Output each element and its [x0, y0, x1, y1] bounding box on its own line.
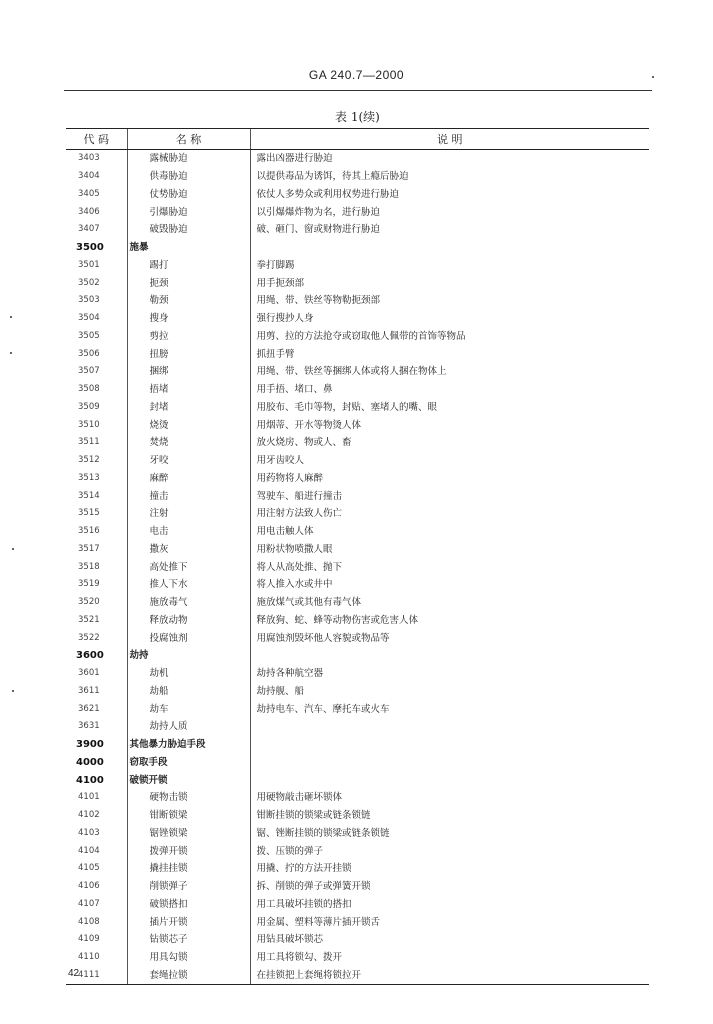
row-description: 用腐蚀剂毁坏他人容貌或物品等	[250, 629, 649, 647]
table-row	[66, 292, 649, 310]
table-row	[66, 771, 649, 789]
row-name: 施放毒气	[127, 594, 250, 612]
row-code: 4100	[76, 774, 104, 786]
row-description: 用工具破坏挂锁的搭扣	[250, 896, 649, 914]
table-row	[66, 274, 649, 292]
row-description: 用药物将人麻醉	[250, 470, 649, 488]
table-row	[66, 434, 649, 452]
row-description: 依仗人多势众或利用权势进行胁迫	[250, 186, 649, 204]
row-name: 劫机	[127, 665, 250, 683]
row-description: 用钻具破坏锁芯	[250, 931, 649, 949]
row-code: 3506	[78, 348, 100, 359]
row-name: 撬挂挂锁	[127, 860, 250, 878]
row-description: 用绳、带、铁丝等物勒扼颈部	[250, 292, 649, 310]
table-row	[66, 328, 649, 346]
row-name: 焚烧	[127, 434, 250, 452]
table-row	[66, 452, 649, 470]
row-description: 劫持舰、船	[250, 683, 649, 701]
row-name: 扼颈	[127, 274, 250, 292]
table-row	[66, 842, 649, 860]
row-description: 用牙齿咬人	[250, 452, 649, 470]
row-description	[250, 239, 649, 257]
row-description: 用注射方法致人伤亡	[250, 505, 649, 523]
row-code: 3520	[78, 597, 100, 608]
row-description: 钳断挂锁的锁梁或链条锁链	[250, 807, 649, 825]
row-description: 拨、压锁的弹子	[250, 842, 649, 860]
row-code: 3505	[78, 330, 100, 341]
column-header-name: 名 称	[127, 129, 250, 150]
row-name: 窃取手段	[127, 754, 250, 772]
table-row	[66, 718, 649, 736]
classification-table	[66, 128, 649, 985]
row-description: 用金属、塑料等薄片插开锁舌	[250, 913, 649, 931]
table-row	[66, 186, 649, 204]
row-name: 扭膀	[127, 345, 250, 363]
column-header-description: 说 明	[250, 129, 649, 150]
row-description: 在挂锁把上套绳将锁拉开	[250, 967, 649, 985]
row-code: 3502	[78, 277, 100, 288]
row-description: 劫持各种航空器	[250, 665, 649, 683]
row-code: 3510	[78, 419, 100, 430]
row-name: 劫车	[127, 700, 250, 718]
table-row	[66, 505, 649, 523]
row-name: 套绳拉锁	[127, 967, 250, 985]
row-name: 投腐蚀剂	[127, 629, 250, 647]
table-row	[66, 221, 649, 239]
row-name: 破锁开锁	[127, 771, 250, 789]
row-description: 露出凶器进行胁迫	[250, 150, 649, 168]
row-name: 踢打	[127, 257, 250, 275]
table-row	[66, 168, 649, 186]
row-code: 3521	[78, 614, 100, 625]
row-name: 锯锉锁梁	[127, 825, 250, 843]
row-code: 3621	[78, 703, 100, 714]
row-code: 4000	[76, 756, 104, 768]
scan-speck	[652, 76, 654, 78]
table-row	[66, 150, 649, 168]
row-code: 4105	[78, 863, 100, 874]
scan-speck	[12, 548, 14, 550]
row-description	[250, 718, 649, 736]
row-code: 4110	[78, 952, 100, 963]
row-code: 3500	[76, 242, 104, 254]
row-description	[250, 754, 649, 772]
row-description: 以提供毒品为诱饵，待其上瘾后胁迫	[250, 168, 649, 186]
row-description: 将人从高处推、抛下	[250, 558, 649, 576]
row-name: 插片开锁	[127, 913, 250, 931]
row-code: 3600	[76, 650, 104, 662]
table-row	[66, 541, 649, 559]
row-name: 高处推下	[127, 558, 250, 576]
table-row	[66, 416, 649, 434]
row-name: 释放动物	[127, 612, 250, 630]
row-code: 3508	[78, 384, 100, 395]
row-code: 4109	[78, 934, 100, 945]
row-code: 4111	[66, 967, 127, 985]
row-name: 破锁搭扣	[127, 896, 250, 914]
row-description: 用硬物敲击砸坏锁体	[250, 789, 649, 807]
row-name: 捂堵	[127, 381, 250, 399]
row-name: 搜身	[127, 310, 250, 328]
document-header-standard-number: GA 240.7—2000	[308, 68, 405, 82]
row-code: 4104	[78, 845, 100, 856]
row-code: 3504	[78, 313, 100, 324]
row-description: 以引爆爆炸物为名，进行胁迫	[250, 203, 649, 221]
table-row	[66, 381, 649, 399]
row-description: 拳打脚踢	[250, 257, 649, 275]
row-name: 电击	[127, 523, 250, 541]
row-code: 3514	[78, 490, 100, 501]
row-name: 用具勾锁	[127, 949, 250, 967]
row-description: 放火烧房、物或人、畜	[250, 434, 649, 452]
row-code: 3518	[78, 561, 100, 572]
row-description: 施放煤气或其他有毒气体	[250, 594, 649, 612]
row-code: 3522	[78, 632, 100, 643]
row-code: 3407	[78, 224, 100, 235]
row-code: 3507	[78, 366, 100, 377]
table-row	[66, 257, 649, 275]
table-row	[66, 203, 649, 221]
row-description: 拆、削锁的弹子或弹簧开锁	[250, 878, 649, 896]
scan-speck	[10, 352, 12, 354]
row-description: 用剪、拉的方法抢夺或窃取他人佩带的首饰等物品	[250, 328, 649, 346]
table-row	[66, 825, 649, 843]
row-name: 拨弹开锁	[127, 842, 250, 860]
row-description: 释放狗、蛇、蜂等动物伤害或危害人体	[250, 612, 649, 630]
table-row	[66, 967, 649, 985]
row-name: 烧烫	[127, 416, 250, 434]
row-name: 剪拉	[127, 328, 250, 346]
table-row	[66, 612, 649, 630]
row-name: 露械胁迫	[127, 150, 250, 168]
table-row	[66, 523, 649, 541]
row-description: 用绳、带、铁丝等捆绑人体或将人捆在物体上	[250, 363, 649, 381]
row-code: 3517	[78, 543, 100, 554]
row-code: 3515	[78, 508, 100, 519]
row-description: 用电击触人体	[250, 523, 649, 541]
row-name: 供毒胁迫	[127, 168, 250, 186]
table-row	[66, 470, 649, 488]
row-description: 劫持电车、汽车、摩托车或火车	[250, 700, 649, 718]
row-code: 4102	[78, 810, 100, 821]
row-description: 强行搜抄人身	[250, 310, 649, 328]
table-row	[66, 558, 649, 576]
row-name: 引爆胁迫	[127, 203, 250, 221]
row-description: 用手扼颈部	[250, 274, 649, 292]
row-code: 4108	[78, 916, 100, 927]
row-code: 3611	[78, 685, 100, 696]
row-name: 注射	[127, 505, 250, 523]
row-description: 用手捂、堵口、鼻	[250, 381, 649, 399]
row-code: 3512	[78, 455, 100, 466]
row-code: 3900	[76, 739, 104, 751]
header-rule	[64, 90, 652, 91]
table-row	[66, 399, 649, 417]
row-code: 3601	[78, 668, 100, 679]
row-description: 破、砸门、窗或财物进行胁迫	[250, 221, 649, 239]
row-description: 抓扭手臂	[250, 345, 649, 363]
row-name: 钳断锁梁	[127, 807, 250, 825]
row-name: 勒颈	[127, 292, 250, 310]
row-name: 牙咬	[127, 452, 250, 470]
table-row	[66, 807, 649, 825]
row-name: 削锁弹子	[127, 878, 250, 896]
row-name: 劫持	[127, 647, 250, 665]
table-row	[66, 647, 649, 665]
column-header-code: 代 码	[66, 129, 127, 150]
table-row	[66, 310, 649, 328]
table-row	[66, 239, 649, 257]
table-row	[66, 931, 649, 949]
row-name: 其他暴力胁迫手段	[127, 736, 250, 754]
row-name: 封堵	[127, 399, 250, 417]
row-description: 用胶布、毛巾等物，封贴、塞堵人的嘴、眼	[250, 399, 649, 417]
row-description: 锯、锉断挂锁的锁梁或链条锁链	[250, 825, 649, 843]
row-code: 3509	[78, 401, 100, 412]
table-row	[66, 363, 649, 381]
row-description: 用烟蒂、开水等物烫人体	[250, 416, 649, 434]
table-row	[66, 736, 649, 754]
row-description: 用撬、拧的方法开挂锁	[250, 860, 649, 878]
table-row	[66, 665, 649, 683]
scan-speck	[10, 316, 12, 318]
table-row	[66, 576, 649, 594]
table-row	[66, 789, 649, 807]
row-description	[250, 771, 649, 789]
row-code: 3511	[78, 437, 100, 448]
row-code: 4107	[78, 898, 100, 909]
page-number: 42	[68, 968, 80, 979]
row-code: 3503	[78, 295, 100, 306]
row-name: 施暴	[127, 239, 250, 257]
table-row	[66, 860, 649, 878]
row-name: 仗势胁迫	[127, 186, 250, 204]
row-name: 麻醉	[127, 470, 250, 488]
row-code: 3501	[78, 259, 100, 270]
row-code: 3405	[78, 188, 100, 199]
table-row	[66, 913, 649, 931]
row-name: 撒灰	[127, 541, 250, 559]
row-name: 破毁胁迫	[127, 221, 250, 239]
row-name: 劫船	[127, 683, 250, 701]
table-caption: 表 1(续)	[335, 110, 380, 124]
table-row	[66, 949, 649, 967]
row-code: 3516	[78, 526, 100, 537]
table-row	[66, 700, 649, 718]
row-name: 钻锁芯子	[127, 931, 250, 949]
table-header-row	[66, 129, 649, 150]
row-code: 4101	[78, 792, 100, 803]
row-description	[250, 736, 649, 754]
row-code: 3631	[78, 721, 100, 732]
row-code: 3406	[78, 206, 100, 217]
row-name: 推人下水	[127, 576, 250, 594]
table-row	[66, 487, 649, 505]
row-code: 3519	[78, 579, 100, 590]
row-description: 驾驶车、船进行撞击	[250, 487, 649, 505]
table-row	[66, 878, 649, 896]
table-row	[66, 896, 649, 914]
row-description	[250, 647, 649, 665]
row-code: 3403	[78, 153, 100, 164]
row-code: 3404	[78, 171, 100, 182]
row-name: 硬物击锁	[127, 789, 250, 807]
row-name: 撞击	[127, 487, 250, 505]
row-description: 用粉状物喷撒人眼	[250, 541, 649, 559]
row-description: 将人推入水或井中	[250, 576, 649, 594]
row-code: 4106	[78, 881, 100, 892]
row-code: 4103	[78, 827, 100, 838]
row-name: 劫持人质	[127, 718, 250, 736]
table-row	[66, 683, 649, 701]
row-name: 捆绑	[127, 363, 250, 381]
table-row	[66, 345, 649, 363]
row-code: 3513	[78, 472, 100, 483]
scan-speck	[12, 690, 14, 692]
table-row	[66, 594, 649, 612]
table-row	[66, 629, 649, 647]
table-row	[66, 754, 649, 772]
row-description: 用工具将锁勾、拨开	[250, 949, 649, 967]
